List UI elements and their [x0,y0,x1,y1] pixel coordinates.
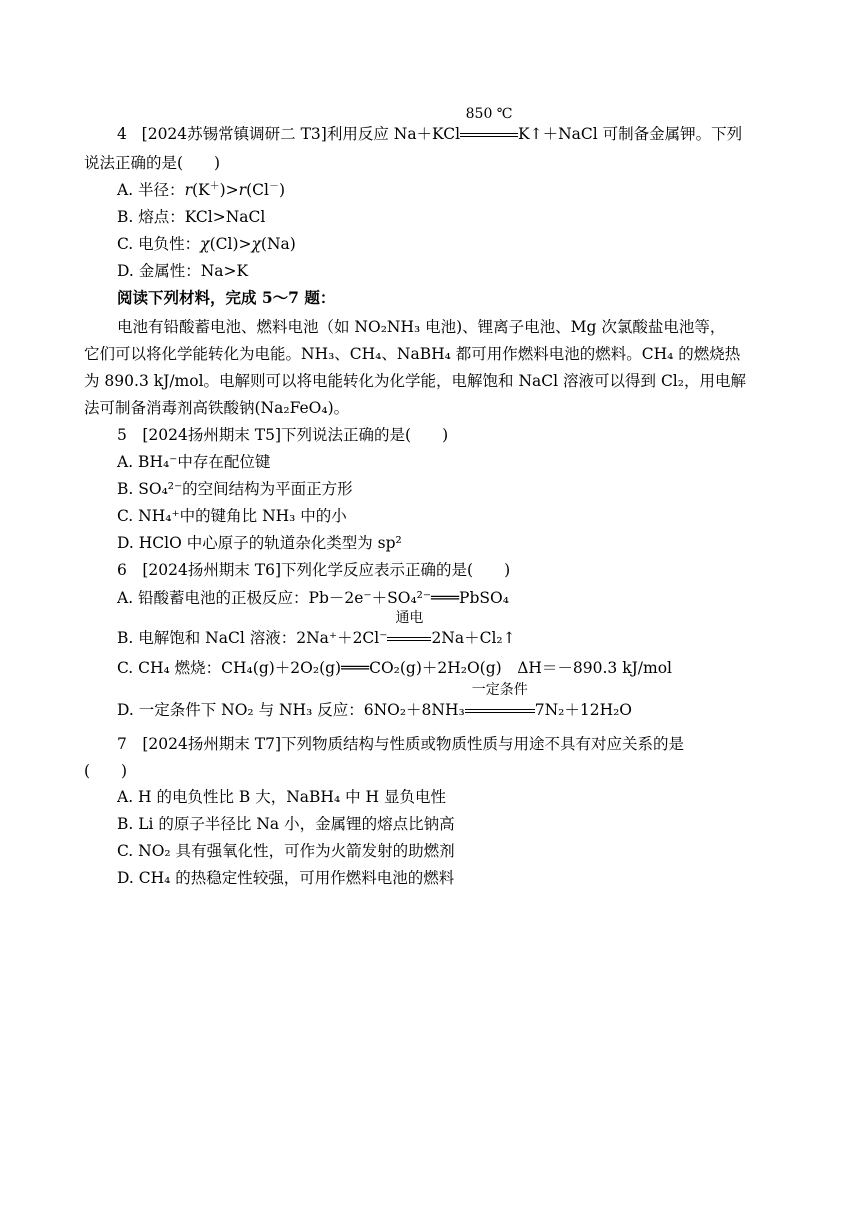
q6-option-b-condition-label: 通电 [395,610,424,626]
q4-stem-line1 [117,106,743,144]
q4-source: [2024苏锡常镇调研二 T3] [141,125,327,143]
q6-option-d-right: 7N₂＋12H₂O [534,701,633,719]
q7-option-a: A. H 的电负性比 B 大，NaBH₄ 中 H 显负电性 [117,788,446,806]
q4-stem-b: K↑＋NaCl 可制备金属钾。下列 [518,125,743,143]
reading-paragraph-line2: 它们可以将化学能转化为电能。NH₃、CH₄、NaBH₄ 都可用作燃料电池的燃料。CH₄ 的燃烧热 [84,345,741,363]
q6-option-a: A. 铅酸蓄电池的正极反应：Pb－2e⁻＋SO₄²⁻═══PbSO₄ [117,589,509,607]
q6-stem: 6 [2024扬州期末 T6]下列化学反应表示正确的是( ) [117,561,511,579]
q4-stem-a: 利用反应 Na＋KCl [326,125,461,143]
q4-condition-label: 850 ℃ [465,106,513,122]
q7-option-d: D. CH₄ 的热稳定性较强，可用作燃料电池的燃料 [117,869,455,887]
q6-option-b-right: 2Na＋Cl₂↑ [431,629,516,647]
q5-option-b: B. SO₄²⁻的空间结构为平面正方形 [117,480,353,498]
q6-option-d-condition-label: 一定条件 [471,682,528,698]
q5-stem: 5 [2024扬州期末 T5]下列说法正确的是( ) [117,426,449,444]
q6-option-c: C. CH₄ 燃烧：CH₄(g)＋2O₂(g)═══CO₂(g)＋2H₂O(g) ΔH＝－890.3 kJ/mol [117,659,673,677]
q4-option-b: B. 熔点：KCl>NaCl [117,208,266,226]
q4-number: 4 [117,125,127,143]
q6-option-b-left: B. 电解饱和 NaCl 溶液：2Na⁺＋2Cl⁻ [117,629,388,647]
q5-option-d: D. HClO 中心原子的轨道杂化类型为 sp² [117,534,402,552]
q6-option-d-condition [465,682,535,720]
q7-option-c: C. NO₂ 具有强氧化性，可作为火箭发射的助燃剂 [117,842,455,860]
reading-heading: 阅读下列材料，完成 5～7 题： [117,288,336,307]
q7-stem-line2: ( ) [84,762,128,780]
q6-option-d-left: D. 一定条件下 NO₂ 与 NH₃ 反应：6NO₂＋8NH₃ [117,701,465,719]
reading-paragraph-line1: 电池有铅酸蓄电池、燃料电池（如 NO₂NH₃ 电池)、锂离子电池、Mg 次氯酸盐电池等， [117,318,726,336]
q6-option-b [117,610,516,648]
q4-option-d: D. 金属性：Na>K [117,262,249,280]
q6-option-d [117,682,633,720]
q5-option-c: C. NH₄⁺中的键角比 NH₃ 中的小 [117,507,347,525]
q6-option-b-condition [387,610,431,648]
q4-stem-line2: 说法正确的是( ) [84,154,221,172]
reading-paragraph-line3: 为 890.3 kJ/mol。电解则可以将电能转化为化学能，电解饱和 NaCl 溶液可以得到 Cl₂，用电解 [84,372,746,390]
reading-paragraph-line4: 法可制备消毒剂高铁酸钠(Na₂FeO₄)。 [84,399,350,417]
q4-option-a: A. 半径：r(K＋)>r(Cl－) [117,180,286,199]
q4-option-c: C. 电负性：χ(Cl)>χ(Na) [117,235,296,253]
q7-option-b: B. Li 的原子半径比 Na 小，金属锂的熔点比钠高 [117,815,455,833]
q5-option-a: A. BH₄⁻中存在配位键 [117,453,271,471]
q4-option-c-label: C. 电负性： [117,235,201,253]
q4-reaction-condition [460,106,518,144]
q4-option-a-label: A. 半径： [117,181,185,199]
q7-stem-line1: 7 [2024扬州期末 T7]下列物质结构与性质或物质性质与用途不具有对应关系的是 [117,735,685,753]
